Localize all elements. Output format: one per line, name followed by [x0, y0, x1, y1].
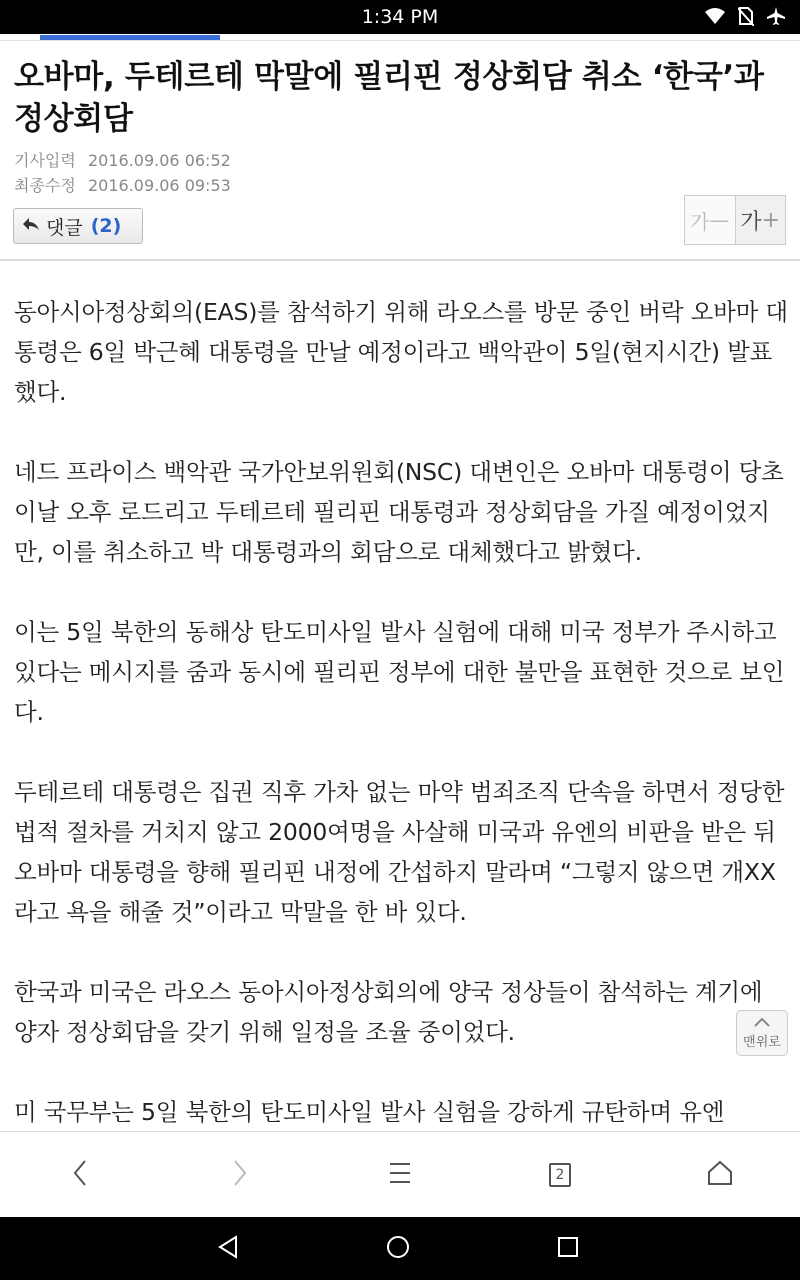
article-paragraph: 한국과 미국은 라오스 동아시아정상회의에 양국 정상들이 참석하는 계기에 양자 정상회담을 갖기 위해 일정을 조율 중이었다. — [14, 978, 763, 1046]
home-button[interactable] — [680, 1132, 760, 1218]
article-paragraph: 이는 5일 북한의 동해상 탄도미사일 발사 실험에 대해 미국 정부가 주시하고 있다는 메시지를 줌과 동시에 필리핀 정부에 대한 불만을 표현한 것으로 보인다. — [14, 618, 785, 726]
article-title: 오바마, 두테르테 막말에 필리핀 정상회담 취소 ‘한국’과 정상회담 — [14, 59, 764, 137]
scroll-top-label: 맨위로 — [743, 1035, 781, 1050]
menu-icon — [389, 1162, 411, 1188]
modified-value: 2016.09.06 09:53 — [88, 176, 231, 195]
system-back-button[interactable] — [188, 1217, 268, 1280]
article-paragraph: 네드 프라이스 백악관 국가안보위원회(NSC) 대변인은 오바마 대통령이 당초 이날 오후 로드리고 두테르테 필리핀 대통령과 정상회담을 가질 예정이었지만, 이를 취소하고 박 대통령과의 회담으로 대체했다고 밝혔다. — [14, 458, 784, 566]
article-paragraph: 동아시아정상회의(EAS)를 참석하기 위해 라오스를 방문 중인 버락 오바마 대통령은 6일 박근혜 대통령을 만날 예정이라고 백악관이 5일(현지시간) 발표했다. — [14, 298, 788, 406]
home-icon — [707, 1160, 733, 1190]
article-paragraph: 미 국무부는 5일 북한의 탄도미사일 발사 실험을 강하게 규탄하며 유엔 — [14, 1098, 725, 1126]
status-bar — [0, 0, 800, 34]
back-button[interactable] — [40, 1132, 120, 1218]
article-paragraph: 두테르테 대통령은 집권 직후 가차 없는 마약 범죄조직 단속을 하면서 정당한 법적 절차를 거치지 않고 2000여명을 사살해 미국과 유엔의 비판을 받은 뒤 오바마 대통령을 향해 필리핀 내정에 간섭하지 말라며 “그렇지 않으면 개XX라고 욕을 해줄 것”이라고 막말을 한 바 있다. — [14, 778, 785, 926]
published-label: 기사입력 — [14, 151, 76, 170]
tabs-icon — [549, 1163, 571, 1187]
nav-recents-icon — [557, 1236, 579, 1262]
font-size-controls — [684, 195, 786, 245]
nav-home-icon — [385, 1234, 411, 1264]
system-nav-bar — [0, 1217, 800, 1280]
comments-button[interactable] — [13, 208, 143, 244]
back-icon — [72, 1159, 88, 1191]
airplane-icon — [766, 6, 786, 26]
minus-icon: — — [709, 208, 730, 232]
status-icons — [704, 6, 786, 26]
menu-button[interactable] — [360, 1132, 440, 1218]
modified-date — [14, 173, 231, 196]
wifi-icon — [704, 7, 726, 25]
article-body — [14, 292, 790, 1130]
tab-count: 2 — [555, 1167, 565, 1183]
header-divider — [0, 259, 800, 261]
published-date — [14, 148, 231, 171]
plus-icon: + — [761, 207, 781, 233]
comments-label: 댓글 — [46, 216, 83, 239]
system-home-button[interactable] — [358, 1217, 438, 1280]
font-decrease-label: 가 — [690, 209, 710, 234]
published-value: 2016.09.06 06:52 — [88, 151, 231, 170]
tabs-button[interactable] — [520, 1132, 600, 1218]
header-line — [0, 40, 800, 41]
forward-icon — [232, 1159, 248, 1191]
status-time: 1:34 PM — [361, 6, 439, 28]
font-increase-button[interactable] — [736, 196, 786, 244]
system-recents-button[interactable] — [528, 1217, 608, 1280]
browser-bottom-bar — [0, 1131, 800, 1218]
no-sim-icon — [738, 6, 754, 26]
scroll-top-button[interactable] — [736, 1010, 788, 1056]
forward-button[interactable] — [200, 1132, 280, 1218]
share-arrow-icon — [22, 215, 40, 237]
modified-label: 최종수정 — [14, 176, 76, 195]
chevron-up-icon — [753, 1016, 771, 1031]
font-increase-label: 가 — [740, 209, 762, 235]
font-decrease-button[interactable] — [685, 196, 736, 244]
nav-back-icon — [217, 1235, 239, 1263]
comments-count: (2) — [90, 215, 122, 237]
